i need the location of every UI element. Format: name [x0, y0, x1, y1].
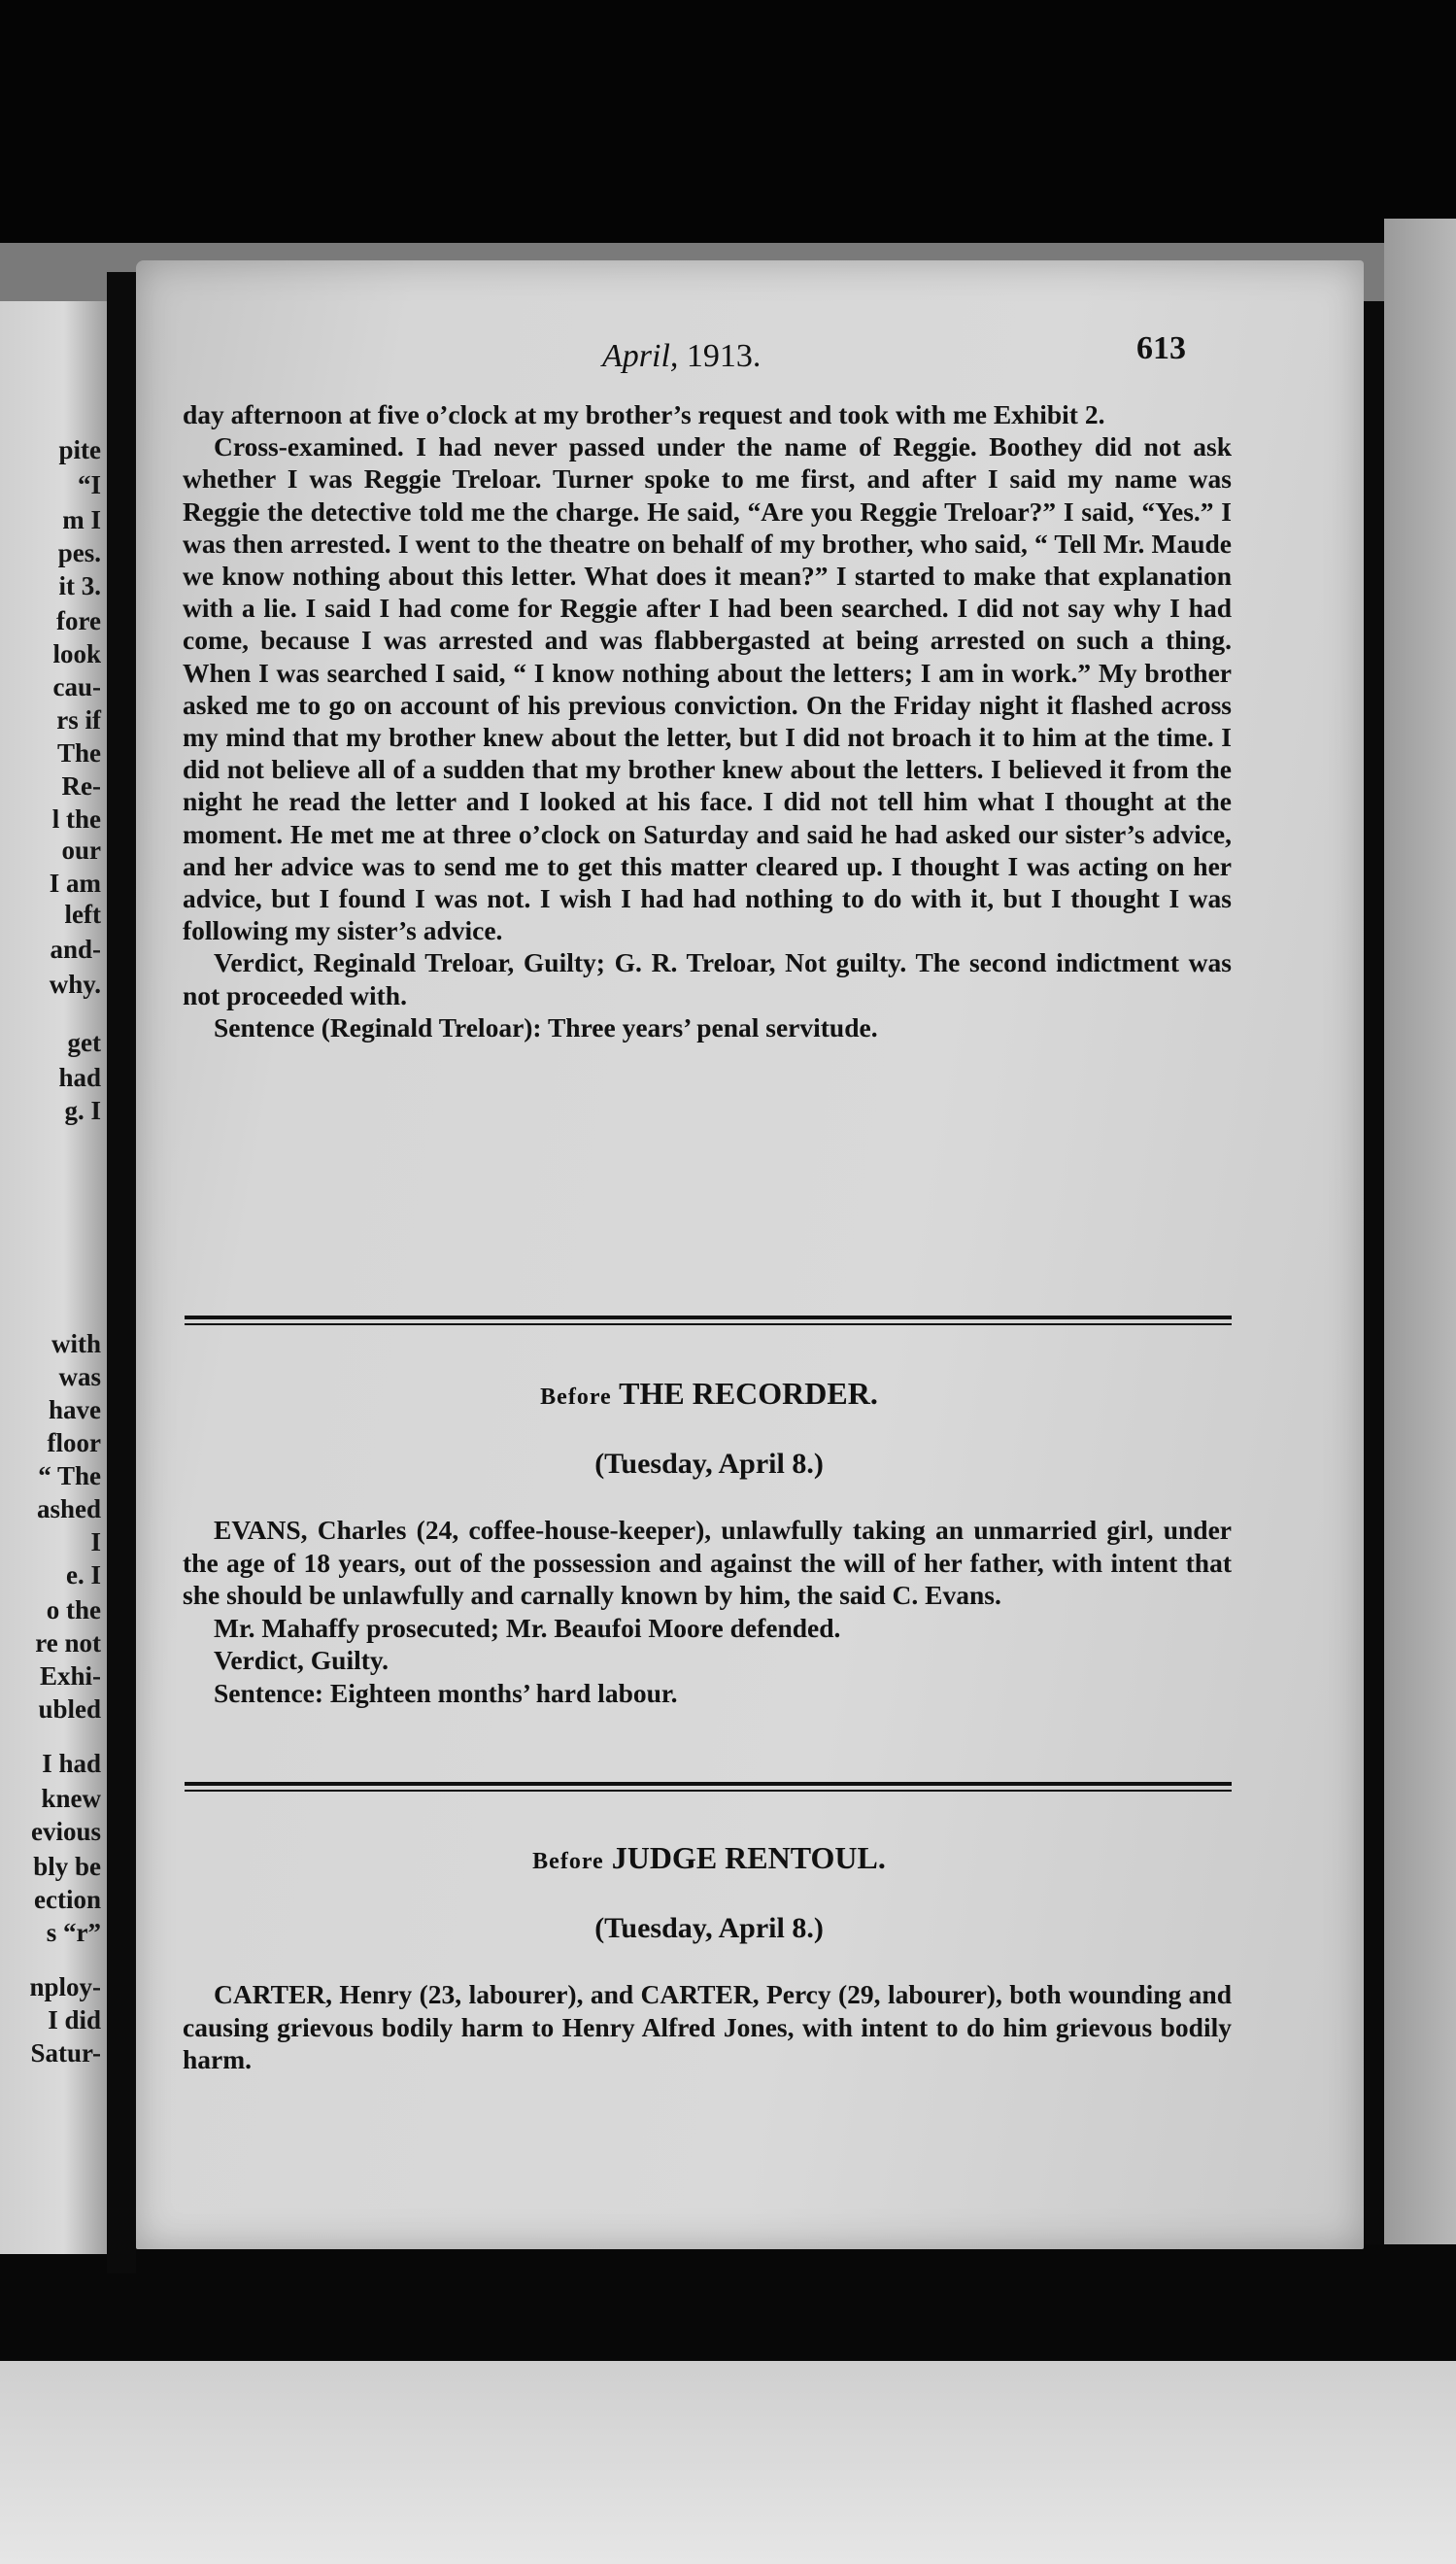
header-month: April, [602, 338, 679, 374]
bottom-dark-band [0, 2244, 1456, 2361]
background-surface [0, 2361, 1456, 2564]
case-charge: CARTER, Henry (23, labourer), and CARTER, Percy (29, labourer), both wounding and causing grievous bodily harm to Henry Alfred Jones, with intent to do him grievous bodily harm. [183, 1979, 1232, 2074]
left-page-fragment: was [58, 1362, 101, 1391]
left-page-fragment: m I [62, 505, 101, 534]
left-page-fragment: l the [51, 804, 101, 834]
top-dark-band [0, 0, 1456, 243]
left-page-fragment: ubled [38, 1694, 101, 1724]
book-gutter [107, 272, 136, 2273]
left-page-fragment: “I [77, 470, 101, 499]
left-page-fragment: evious [30, 1817, 101, 1846]
section-heading-rentoul [136, 1840, 1282, 1876]
left-page-fragment: have [49, 1395, 101, 1424]
verdict-paragraph: Verdict, Reginald Treloar, Guilty; G. R. Treloar, Not guilty. The second indictment was not proceeded with. [183, 947, 1232, 1010]
testimony-continuation [183, 398, 1232, 1043]
case-charge: EVANS, Charles (24, coffee-house-keeper), unlawfully taking an unmarried girl, under the age of 18 years, out of the possession and against the will of her father, with intent that she should be unlawfully and carnally known by him, the said C. Evans. [183, 1515, 1232, 1610]
left-page-fragment: e. I [66, 1560, 101, 1590]
left-page-fragment: nploy- [29, 1972, 101, 2001]
section-date: (Tuesday, April 8.) [594, 1912, 824, 1944]
left-page-fragment: it 3. [58, 571, 101, 600]
right-edge-panel [1384, 219, 1456, 2564]
left-page-fragment: bly be [33, 1852, 101, 1881]
left-page-fragment: Exhi- [39, 1661, 101, 1691]
left-page-fragment: had [58, 1063, 101, 1092]
left-page-fragment: Satur- [30, 2038, 101, 2068]
before-label: Before [532, 1849, 604, 1874]
left-page-fragment: knew [41, 1784, 101, 1813]
left-page-fragment: I am [49, 869, 101, 898]
left-page-fragment: pes. [57, 538, 101, 567]
left-page-fragment: I did [48, 2005, 101, 2034]
header-year: 1913. [686, 338, 762, 374]
left-page-fragment: get [67, 1028, 101, 1057]
case-sentence: Sentence: Eighteen months’ hard labour. [214, 1677, 678, 1708]
left-page-fragment: g. I [64, 1096, 101, 1125]
left-page-fragment: re not [35, 1628, 101, 1658]
left-page-fragment: I [90, 1527, 101, 1556]
left-page-fragment: The [56, 738, 101, 768]
judge-name: JUDGE RENTOUL. [611, 1840, 886, 1875]
left-page-fragment: why. [49, 970, 101, 999]
page-number: 613 [1136, 330, 1186, 366]
left-page-fragment: pite [58, 435, 101, 464]
before-label: Before [540, 1385, 612, 1410]
case-counsel: Mr. Mahaffy prosecuted; Mr. Beaufoi Moore defended. [214, 1612, 841, 1643]
left-page-fragment: ection [34, 1885, 101, 1914]
left-page-fragment: o the [46, 1595, 101, 1624]
running-header-date [602, 338, 761, 375]
left-page-fragment: cau- [52, 672, 101, 701]
left-facing-page [0, 301, 107, 2254]
section-divider [185, 1316, 1232, 1325]
cross-examination-paragraph: Cross-examined. I had never passed under the name of Reggie. Boothey did not ask whether I was Reggie Treloar. Turner spoke to me first, and after I said my name was Reggie the detective told me the charge. He said, “Are you Reggie Treloar?” I said, “Yes.” I was then arrested. I went to the theatre on behalf of my brother, who said, “ Tell Mr. Maude we know nothing about this letter. What does it mean?” I started to make that explanation with a lie. I said I had come for Reggie after I had been searched. I did not say why I had come, because I was arrested and was flabbergasted at being arrested on such a thing. When I was searched I said, “ I know nothing about the letters; I am in work.” My brother asked me to go on account of his previous conviction. On the Friday night it flashed across my mind that my brother knew about the letter, but I did not broach it to him at the time. I did not believe all of a sudden that my brother knew about the letters. I believed it from the night he read the letter and I looked at his face. I did not tell him what I thought at the moment. He met me at three o’clock on Saturday and said he had asked our sister’s advice, and her advice was to send me to get this matter cleared up. I thought I was acting on her advice, but I found I was not. I wish I had had nothing to do with it, but I thought I was following my sister’s advice. [183, 431, 1232, 946]
continuation-line: day afternoon at five o’clock at my brother’s request and took with me Exhibit 2. [183, 399, 1105, 429]
section-date: (Tuesday, April 8.) [594, 1448, 824, 1480]
left-page-fragment: s “r” [46, 1918, 101, 1947]
case-verdict: Verdict, Guilty. [214, 1645, 389, 1675]
case-carter [183, 1978, 1232, 2076]
left-page-fragment: floor [47, 1428, 101, 1457]
left-page-fragment: our [61, 836, 101, 865]
left-page-fragment: with [51, 1329, 101, 1358]
book-page-613 [136, 260, 1364, 2249]
left-page-fragment: ashed [36, 1494, 101, 1523]
section-divider [185, 1782, 1232, 1792]
left-page-fragment: and- [50, 935, 101, 964]
left-page-fragment: fore [56, 606, 101, 635]
left-page-fragment: rs if [56, 705, 101, 735]
left-page-fragment: “ The [38, 1461, 101, 1490]
left-page-fragment: Re- [61, 771, 101, 801]
judge-name: THE RECORDER. [619, 1376, 878, 1411]
sentence-paragraph: Sentence (Reginald Treloar): Three years’ penal servitude. [214, 1011, 878, 1043]
left-page-fragment: left [64, 900, 101, 929]
section-heading-recorder [136, 1376, 1282, 1412]
left-page-fragment: look [52, 639, 101, 668]
case-evans [183, 1514, 1232, 1709]
left-page-fragment: I had [42, 1749, 101, 1778]
